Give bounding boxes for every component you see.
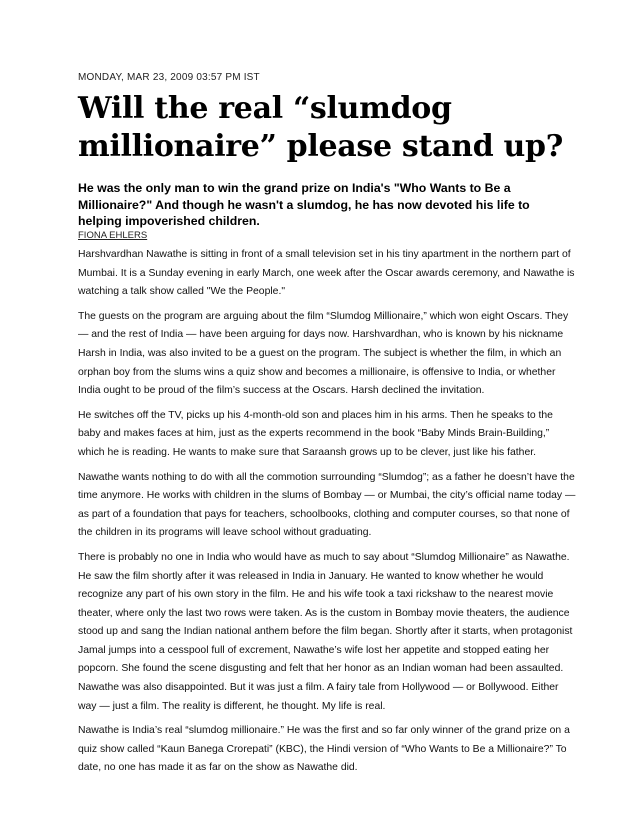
article-paragraph-6: Nawathe is India’s real “slumdog millionaire.” He was the first and so far only winner of the grand prize on a quiz show called “Kaun Banega Crorepati” (KBC), the Hindi version of “Who Wants to Be a Millionaire?” To date, no one has made it as far on the show as Nawathe did. bbox=[78, 725, 570, 774]
article-paragraph-5: There is probably no one in India who would have as much to say about “Slumdog Millionaire” as Nawathe. He saw the film shortly after it was released in India in January. He wanted to know whether he would recognize any part of his own story in the film. He and his wife took a taxi rickshaw to the nearest movie theater, where only the last two rows were taken. As is the custom in Bombay movie theaters, the audience stood up and sang the Indian national anthem before the film began. Shortly after it starts, when protagonist Jamal jumps into a cesspool full of excrement, Nawathe’s wife lost her appetite and stopped eating her popcorn. She found the scene disgusting and felt that her honor as an Indian woman had been assaulted. Nawathe was also disappointed. But it was just a film. A fairy tale from Hollywood — or Bollywood. Either way — just a film. The reality is different, he thought. My life is real. bbox=[78, 551, 573, 712]
author-byline-link[interactable]: FIONA EHLERS bbox=[78, 230, 148, 241]
article-headline: Will the real “slumdog millionaire” please stand up? bbox=[78, 91, 563, 164]
article-deck: He was the only man to win the grand prize on India's "Who Wants to Be a Millionaire?" And though he wasn't a slumdog, he has now devoted his life to helping impoverished children. bbox=[78, 181, 530, 228]
article-body bbox=[78, 246, 578, 784]
article-paragraph-3: He switches off the TV, picks up his 4-month-old son and places him in his arms. Then he speaks to the baby and makes faces at him, just as the experts recommend in the book “Baby Minds Brain-Building,” which he is reading. He wants to make sure that Saraansh grows up to be clever, just like his father. bbox=[78, 409, 553, 458]
article-paragraph-2: The guests on the program are arguing about the film “Slumdog Millionaire,” which won eight Oscars. They — and the rest of India — have been arguing for days now. Harshvardhan, who is known by his nickname Harsh in India, was also invited to be a guest on the program. The subject is whether the film, in which an orphan boy from the slums wins a quiz show and becomes a millionaire, is offensive to India, or whether India ought to be proud of the film’s success at the Oscars. Harsh declined the invitation. bbox=[78, 310, 569, 397]
article-paragraph-4: Nawathe wants nothing to do with all the commotion surrounding “Slumdog”; as a father he doesn’t have the time anymore. He works with children in the slums of Bombay — or Mumbai, the city’s official name today — as part of a foundation that pays for teachers, schoolbooks, clothing and computer courses, so that none of the children in its programs will leave school without graduating. bbox=[78, 471, 576, 539]
article-dateline: MONDAY, MAR 23, 2009 03:57 PM IST bbox=[78, 72, 260, 83]
article-paragraph-1: Harshvardhan Nawathe is sitting in front of a small television set in his tiny apartment in the northern part of Mumbai. It is a Sunday evening in early March, one week after the Oscar awards ceremony, and Nawathe is watching a talk show called "We the People." bbox=[78, 249, 575, 298]
